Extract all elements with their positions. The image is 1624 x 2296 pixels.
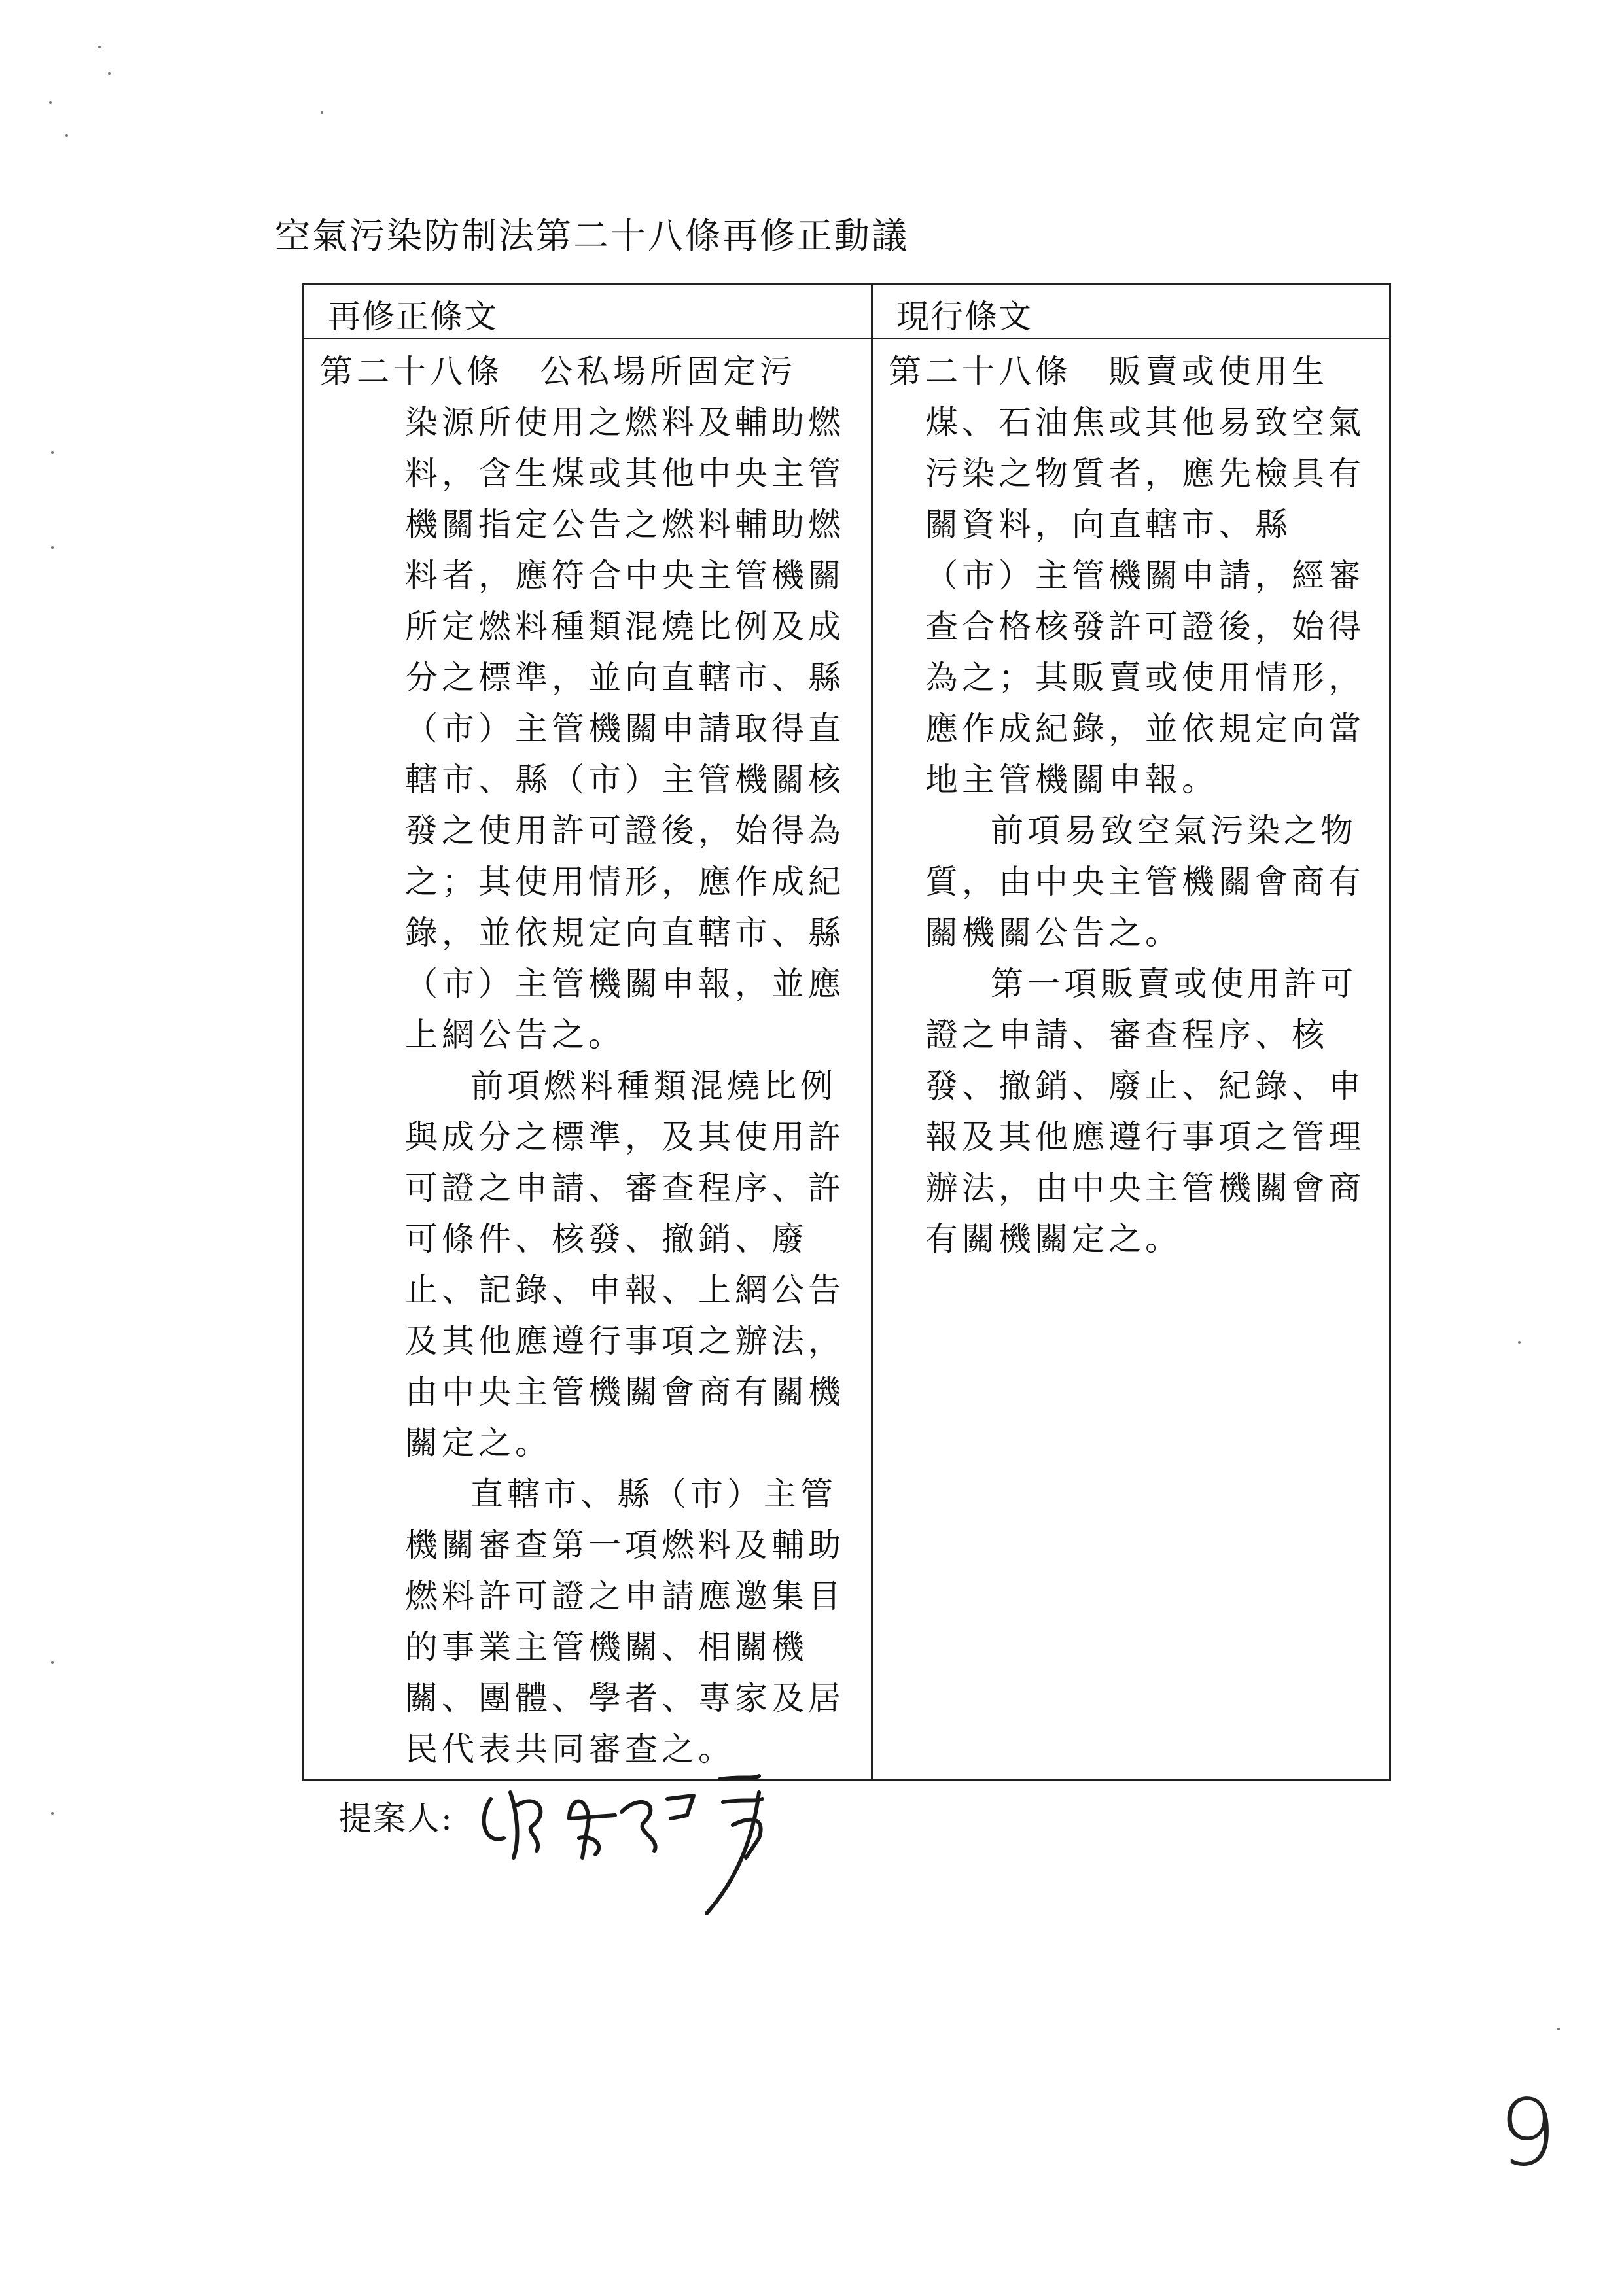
proposer-label: 提案人:	[339, 1800, 453, 1837]
scan-speck	[51, 1661, 54, 1664]
table-header-row	[304, 285, 1390, 339]
scan-speck	[108, 72, 111, 75]
header-revised-text: 再修正條文	[304, 285, 872, 339]
current-article-lead: 第二十八條 販賣或使用生	[889, 353, 1328, 391]
revised-paragraph-2: 前項燃料種類混燒比例與成分之標準，及其使用許可證之申請、審查程序、許可條件、核發、撤銷、廢止、記錄、申報、上網公告及其他應遵行事項之辦法，由中央主管機關會商有關機關定之。	[405, 1067, 845, 1462]
current-paragraph-2: 前項易致空氣污染之物質，由中央主管機關會商有關機關公告之。	[925, 812, 1365, 952]
revised-article-cell	[304, 339, 872, 1781]
current-article-cell	[872, 339, 1390, 1781]
scan-speck	[1557, 2028, 1560, 2030]
revised-article-lead: 第二十八條 公私場所固定污	[320, 353, 796, 391]
scan-speck	[51, 451, 54, 454]
revised-paragraph-1: 染源所使用之燃料及輔助燃料，含生煤或其他中央主管機關指定公告之燃料輔助燃料者，應符合中央主管機關所定燃料種類混燒比例及成分之標準，並向直轄市、縣（市）主管機關申請取得直轄市、縣（市）主管機關核發之使用許可證後，始得為之；其使用情形，應作成紀錄，並依規定向直轄市、縣（市）主管機關申報，並應上網公告之。	[405, 404, 845, 1054]
scan-speck	[1518, 1341, 1521, 1344]
current-paragraph-1: 煤、石油焦或其他易致空氣污染之物質者，應先檢具有關資料，向直轄市、縣（市）主管機關申請，經審查合格核發許可證後，始得為之；其販賣或使用情形，應作成紀錄，並依規定向當地主管機關申報。	[925, 404, 1365, 799]
document-title: 空氣污染防制法第二十八條再修正動議	[275, 215, 909, 256]
comparison-table	[302, 283, 1391, 1781]
scan-speck	[49, 101, 52, 104]
scan-speck	[98, 46, 101, 48]
page-number: 9	[1498, 2080, 1557, 2187]
scan-speck	[51, 1812, 54, 1815]
handwritten-signature	[471, 1753, 811, 1923]
scan-speck	[51, 546, 54, 549]
header-current-text: 現行條文	[872, 285, 1390, 339]
scan-speck	[321, 111, 323, 114]
current-paragraph-3: 第一項販賣或使用許可證之申請、審查程序、核發、撤銷、廢止、紀錄、申報及其他應遵行事項之管理辦法，由中央主管機關會商有關機關定之。	[925, 965, 1365, 1258]
table-body-row	[304, 339, 1390, 1781]
scan-speck	[65, 134, 68, 137]
revised-paragraph-3: 直轄市、縣（市）主管機關審查第一項燃料及輔助燃料許可證之申請應邀集目的事業主管機關、相關機關、團體、學者、專家及居民代表共同審查之。	[405, 1475, 845, 1768]
